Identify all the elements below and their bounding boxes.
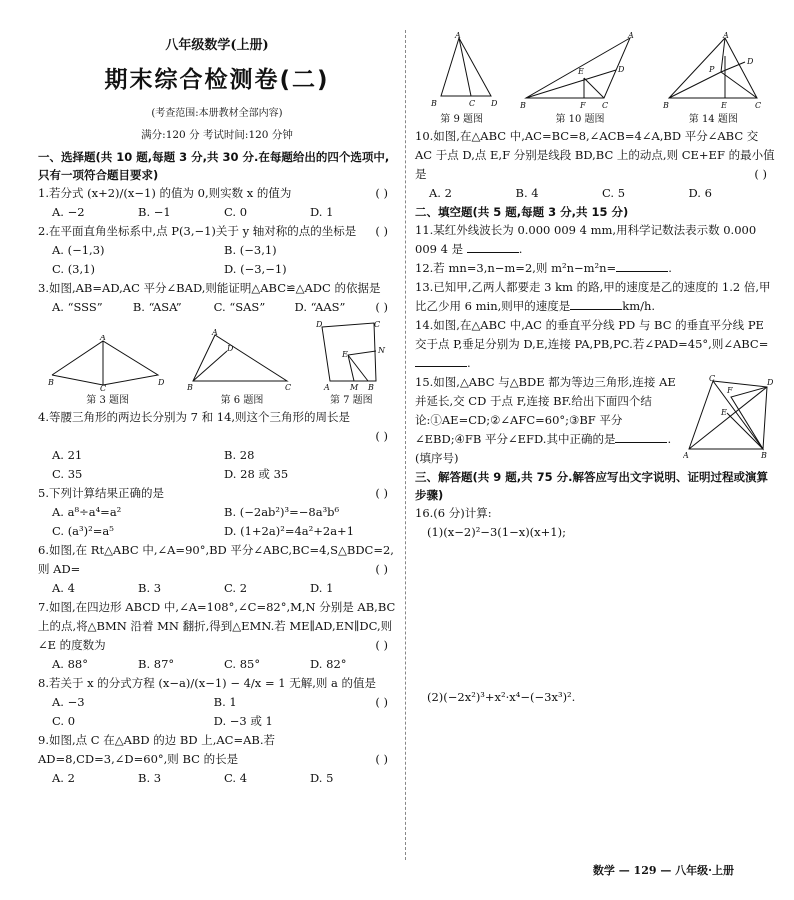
svg-text:A: A (211, 329, 218, 337)
answer-paren: ( ) (375, 486, 388, 500)
q4-opt-b: B. 28 (224, 448, 255, 462)
q9-opt-a: A. 2 (52, 771, 75, 785)
figure-7-caption: 第 7 题图 (329, 395, 373, 406)
svg-text:D: D (767, 378, 774, 387)
answer-paren: ( ) (375, 562, 388, 576)
q1-opt-a: A. −2 (52, 205, 85, 219)
svg-text:B: B (663, 101, 670, 110)
q3-opt-b: B. “ASA” (132, 300, 182, 314)
question-4 (38, 408, 396, 484)
q4-opt-a: A. 21 (52, 448, 83, 462)
svg-text:B: B (186, 383, 193, 391)
q1-opt-d: D. 1 (310, 205, 334, 219)
svg-text:B: B (430, 99, 437, 108)
q7-opt-b: B. 87° (138, 657, 175, 671)
svg-text:A: A (454, 32, 461, 40)
svg-text:D: D (157, 378, 165, 387)
answer-paren: ( ) (375, 638, 388, 652)
q3-opt-c: C. “SAS” (213, 300, 266, 314)
answer-paren: ( ) (375, 300, 388, 314)
svg-text:A: A (723, 32, 730, 40)
q10-opt-c: C. 5 (602, 186, 626, 200)
q2-opt-c: C. (3,1) (52, 262, 95, 276)
q4-stem: 4.等腰三角形的两边长分别为 7 和 14,则这个三角形的周长是 (38, 410, 351, 424)
q9-stem: 9.如图,点 C 在△ABD 的边 BD 上,AC=AB.若 AD=8,CD=3,∠D=60°,则 BC 的长是 (38, 733, 276, 766)
svg-text:E: E (342, 350, 349, 359)
q6-opt-c: C. 2 (224, 581, 248, 595)
q1-stem: 1.若分式 (x+2)/(x−1) 的值为 0,则实数 x 的值为 (38, 186, 292, 200)
svg-text:D: D (226, 344, 234, 353)
svg-text:F: F (579, 101, 586, 110)
question-11: 11.某红外线波长为 0.000 009 4 mm,用科学记数法表示数 0.000 009 4 是 . (415, 223, 757, 256)
q2-stem: 2.在平面直角坐标系中,点 P(3,−1)关于 y 轴对称的点的坐标是 (38, 224, 357, 238)
svg-text:N: N (378, 346, 386, 355)
q7-opt-c: C. 85° (224, 657, 261, 671)
q13-stem: 13.已知甲,乙两人都要走 3 km 的路,甲的速度是乙的速度的 1.2 倍,甲比乙少用 6 min,则甲的速度是 (415, 280, 771, 313)
q15-stem: 15.如图,△ABC 与△BDE 都为等边三角形,连接 AE 并延长,交 CD 于点 F,连接 BF.给出下面四个结论:①AE=CD;②∠AFC=60°;③BF 平分∠EBD;④FB 平分∠EFD.其中正确的是 (415, 375, 676, 446)
figure-14 (663, 32, 763, 125)
q9-opt-b: B. 3 (138, 771, 162, 785)
svg-text:C: C (601, 101, 609, 110)
figures-row-2 (415, 32, 775, 125)
figure-3-caption: 第 3 题图 (86, 395, 130, 406)
question-2 (38, 222, 396, 279)
q8-opt-a: A. −3 (52, 695, 85, 709)
q5-opt-c: C. (a³)²=a⁵ (52, 524, 114, 538)
figure-6-caption: 第 6 题图 (220, 395, 264, 406)
q10-opt-a: A. 2 (429, 186, 452, 200)
q16-part1: (1)(x−2)²−3(1−x)(x+1); (427, 525, 566, 539)
q3-opt-d: D. “AAS” (294, 300, 346, 314)
svg-text:A: A (99, 335, 106, 342)
question-16: 16.(6 分)计算: (415, 506, 492, 520)
answer-paren: ( ) (375, 224, 388, 238)
q2-opt-a: A. (−1,3) (52, 243, 105, 257)
q8-opt-d: D. −3 或 1 (213, 714, 273, 728)
svg-text:D: D (617, 65, 625, 74)
q7-opt-a: A. 88° (52, 657, 88, 671)
q6-stem: 6.如图,在 Rt△ABC 中,∠A=90°,BD 平分∠ABC,BC=4,S△BDC=2,则 AD= (38, 543, 394, 576)
svg-text:B: B (368, 383, 375, 391)
q5-stem: 5.下列计算结果正确的是 (38, 486, 164, 500)
svg-text:P: P (709, 65, 715, 74)
svg-text:B: B (519, 101, 526, 110)
figure-15-diagram (683, 373, 775, 459)
section1-title: 一、选择题(共 10 题,每题 3 分,共 30 分.在每题给出的四个选项中,只有一项符合题目要求) (38, 150, 390, 182)
q14-stem: 14.如图,在△ABC 中,AC 的垂直平分线 PD 与 BC 的垂直平分线 PE 交于点 P,垂足分别为 D,E,连接 PA,PB,PC.若∠PAD=45°,则∠ABC= (415, 318, 769, 351)
answer-space-1[interactable] (415, 542, 775, 688)
svg-text:M: M (350, 383, 359, 391)
svg-text:C: C (374, 320, 381, 329)
question-10 (415, 127, 775, 203)
answer-paren: ( ) (754, 167, 767, 181)
q10-stem: 10.如图,在△ABC 中,AC=BC=8,∠ACB=4∠A,BD 平分∠ABC 交 AC 于点 D,点 E,F 分别是线段 BD,BC 上的动点,则 CE+EF 的最小值是 (415, 129, 775, 181)
svg-text:A: A (627, 32, 634, 40)
section3-title: 三、解答题(共 9 题,共 75 分.解答应写出文字说明、证明过程或演算步骤) (415, 470, 769, 502)
q8-stem: 8.若关于 x 的分式方程 (x−a)/(x−1) − 4/x = 1 无解,则 a 的值是 (38, 676, 377, 690)
q13-unit: km/h. (622, 299, 656, 313)
figure-9 (427, 32, 497, 125)
q8-opt-c: C. 0 (52, 714, 76, 728)
q12-stem: 12.若 mn=3,n−m=2,则 m²n−m²n= (415, 261, 617, 275)
q7-opt-d: D. 82° (310, 657, 347, 671)
q2-opt-b: B. (−3,1) (224, 243, 277, 257)
svg-text:C: C (284, 383, 292, 391)
q3-opt-a: A. “SSS” (52, 300, 103, 314)
q6-opt-b: B. 3 (138, 581, 162, 595)
figure-7-diagram (316, 319, 386, 391)
figure-14-caption: 第 14 题图 (688, 114, 738, 125)
svg-text:D: D (490, 99, 497, 108)
svg-text:C: C (468, 99, 475, 108)
svg-text:E: E (721, 408, 727, 417)
q4-opt-c: C. 35 (52, 467, 83, 481)
q4-opt-d: D. 28 或 35 (224, 467, 289, 481)
q6-opt-d: D. 1 (310, 581, 334, 595)
answer-blank[interactable] (467, 241, 519, 253)
q5-opt-d: D. (1+2a)²=4a²+2a+1 (224, 524, 355, 538)
q7-stem: 7.如图,在四边形 ABCD 中,∠A=108°,∠C=82°,M,N 分别是 AB,BC 上的点,将△BMN 沿着 MN 翻折,得到△EMN.若 ME∥AD,EN∥DC,则∠E 的度数为 (38, 600, 396, 652)
question-1 (38, 184, 396, 222)
figure-14-diagram (663, 32, 763, 110)
answer-paren: ( ) (375, 752, 388, 766)
right-column (415, 30, 775, 707)
svg-text:C: C (709, 374, 716, 383)
answer-paren: ( ) (375, 695, 388, 709)
exam-scope: (考查范围:本册教材全部内容) (151, 108, 283, 119)
exam-title: 期末综合检测卷(二) (104, 67, 330, 93)
question-15: 15.如图,△ABC 与△BDE 都为等边三角形,连接 AE 并延长,交 CD 于点 F,连接 BF.给出下面四个结论:①AE=CD;②∠AFC=60°;③BF 平分∠EBD;④FB 平分∠EFD.其中正确的是 .(填序号) C F D E A B (415, 374, 774, 465)
page-footer: 数学 — 129 — 八年级·上册 (592, 864, 734, 877)
q2-opt-d: D. (−3,−1) (224, 262, 287, 276)
q1-opt-b: B. −1 (138, 205, 171, 219)
answer-blank[interactable] (615, 431, 667, 443)
q10-opt-d: D. 6 (688, 186, 712, 200)
svg-text:C: C (99, 384, 106, 391)
q9-opt-d: D. 5 (310, 771, 334, 785)
figure-9-diagram (427, 32, 497, 110)
svg-text:D: D (747, 57, 754, 66)
svg-text:A: A (683, 451, 689, 459)
figure-3 (48, 335, 168, 406)
svg-text:C: C (755, 101, 762, 110)
q6-opt-a: A. 4 (52, 581, 75, 595)
answer-blank[interactable] (616, 260, 668, 272)
q16-part2: (2)(−2x²)³+x²·x⁴−(−3x³)². (427, 690, 576, 704)
figure-10-diagram (520, 32, 640, 110)
question-9 (38, 731, 396, 788)
question-5 (38, 484, 396, 541)
svg-text:F: F (727, 386, 733, 395)
svg-text:B: B (761, 451, 767, 459)
svg-text:D: D (316, 320, 323, 329)
answer-blank[interactable] (570, 298, 622, 310)
q11-stem: 11.某红外线波长为 0.000 009 4 mm,用科学记数法表示数 0.000 009 4 是 (415, 223, 757, 256)
q9-opt-c: C. 4 (224, 771, 248, 785)
q8-opt-b: B. 1 (213, 695, 237, 709)
question-7 (38, 598, 396, 674)
figure-9-caption: 第 9 题图 (440, 114, 484, 125)
figure-6-diagram (187, 329, 297, 391)
column-divider (405, 30, 406, 860)
q15-hint: (填序号) (415, 451, 459, 465)
figure-7 (316, 319, 386, 406)
q3-stem: 3.如图,AB=AD,AC 平分∠BAD,则能证明△ABC≌△ADC 的依据是 (38, 281, 381, 295)
q5-opt-b: B. (−2ab²)³=−8a³b⁶ (224, 505, 340, 519)
section2-title: 二、填空题(共 5 题,每题 3 分,共 15 分) (415, 205, 629, 219)
figure-6 (187, 329, 297, 406)
q5-opt-a: A. a⁸÷a⁴=a² (52, 505, 122, 519)
svg-text:B: B (47, 378, 54, 387)
q10-opt-b: B. 4 (515, 186, 539, 200)
answer-blank[interactable] (415, 355, 467, 367)
exam-subtitle: 八年级数学(上册) (165, 38, 269, 53)
svg-text:A: A (324, 383, 331, 391)
figure-3-diagram (48, 335, 168, 391)
question-12: 12.若 mn=3,n−m=2,则 m²n−m²n= . (415, 261, 672, 275)
answer-paren: ( ) (375, 186, 388, 200)
q1-opt-c: C. 0 (224, 205, 248, 219)
question-13 (415, 278, 775, 316)
left-column (38, 30, 396, 788)
exam-meta: 满分:120 分 考试时间:120 分钟 (141, 129, 293, 141)
question-6 (38, 541, 396, 598)
figure-10-caption: 第 10 题图 (555, 114, 605, 125)
question-3 (38, 279, 396, 317)
figures-row-1 (38, 319, 396, 406)
question-14: 14.如图,在△ABC 中,AC 的垂直平分线 PD 与 BC 的垂直平分线 PE 交于点 P,垂足分别为 D,E,连接 PA,PB,PC.若∠PAD=45°,则∠ABC=. (415, 318, 769, 370)
answer-paren: ( ) (375, 429, 388, 443)
svg-text:E: E (721, 101, 728, 110)
figure-10 (520, 32, 640, 125)
question-8 (38, 674, 396, 731)
svg-text:E: E (577, 67, 584, 76)
